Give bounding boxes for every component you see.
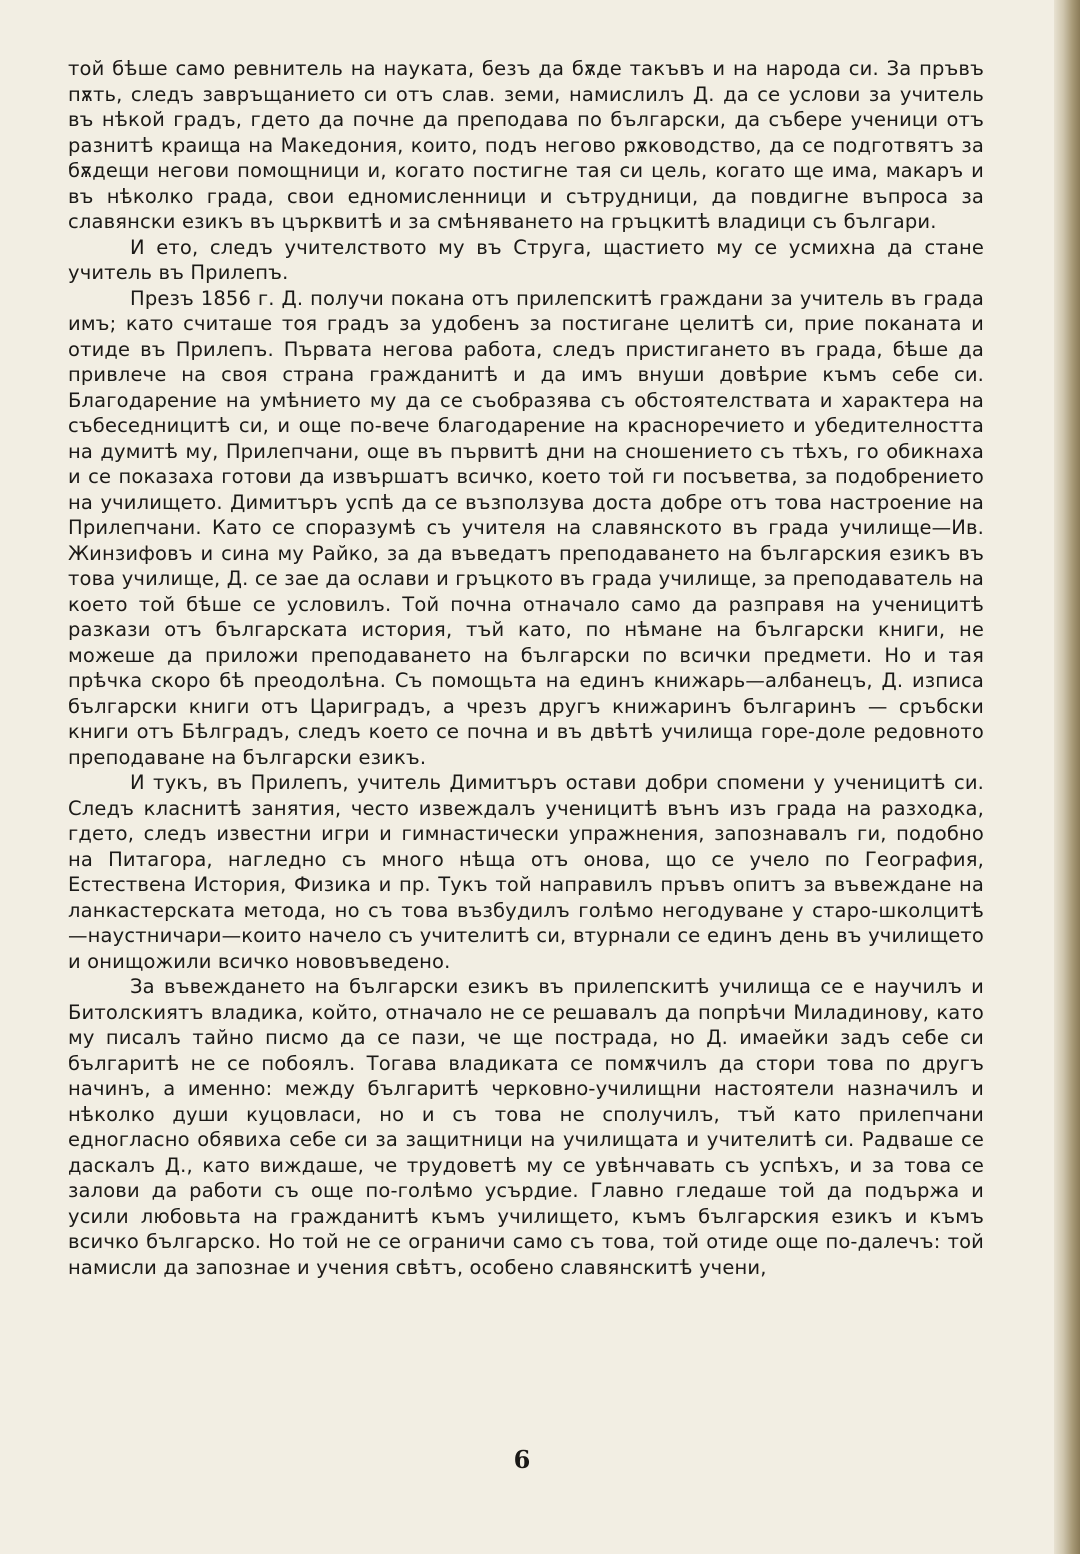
paragraph-3: Презъ 1856 г. Д. получи покана отъ прилепскитѣ граждани за учитель въ града имъ; като считаше тоя градъ за удобенъ за постигане целитѣ си, прие поканата и отиде въ Прилепъ. Първата негова работа, следъ пристигането въ града, бѣше да привлече на своя страна гражданитѣ и да имъ внуши довѣрие къмъ себе си. Благодарение на умѣнието му да се съобразява съ обстоятелствата и характера на събеседницитѣ си, и още по-вече благодарение на красноречието и убедителността на думитѣ му, Прилепчани, още въ първитѣ дни на сношението съ тѣхъ, го обикнаха и се показаха готови да извършатъ всичко, което той ги посъветва, за подобрението на училището. Димитъръ успѣ да се възползува доста добре отъ това настроение на Прилепчани. Като се споразумѣ съ учителя на славянското въ града училище—Ив. Жинзифовъ и сина му Райко, за да въведатъ преподаването на българския езикъ въ това училище, Д. се зае да ослави и гръцкото въ града училище, за преподаватель на което той бѣше се условилъ. Той почна отначало само да разправя на ученицитѣ разкази отъ българската история, тъй като, по нѣмане на български книги, не можеше да приложи преподаването на български по всички предмети. Но и тая прѣчка скоро бѣ преодолѣна. Съ помощьта на единъ книжарь—албанецъ, Д. изписа български книги отъ Цариградъ, а чрезъ другъ книжаринъ българинъ — сръбски книги отъ Бѣлградъ, следъ което се почна и въ двѣтѣ училища горе-доле редовното преподаване на български езикъ. [68, 286, 984, 769]
page-number: 6 [513, 1445, 531, 1474]
paragraph-2: И ето, следъ учителството му въ Струга, щастието му се усмихна да стане учитель въ Прилепъ. [68, 235, 984, 284]
paragraph-5: За въвеждането на български езикъ въ прилепскитѣ училища се е научилъ и Битолскиятъ владика, който, отначало не се решавалъ да попрѣчи Миладинову, като му писалъ тайно писмо да се пази, че ще пострада, но Д. имаейки задъ себе си българитѣ не се побоялъ. Тогава владиката се помѫчилъ да стори това по другъ начинъ, а именно: между българитѣ черковно-училищни настоятели назначилъ и нѣколко души куцовласи, но и съ това не сполучилъ, тъй като прилепчани едногласно обявиха себе си за защитници на училищата и учителитѣ си. Радваше се даскалъ Д., като виждаше, че трудоветѣ му се увѣнчавать съ успѣхъ, и за това се залови да работи съ още по-голѣмо усърдие. Главно гледаше той да подържа и усили любовьта на гражданитѣ къмъ училището, къмъ българския езикъ и къмъ всичко българско. Но той не се ограничи само съ това, той отиде още по-далечъ: той намисли да запознае и учения свѣтъ, особено славянскитѣ учени, [68, 975, 984, 1279]
book-spine-edge [1054, 0, 1080, 1554]
body-text [68, 56, 984, 1280]
paragraph-4: И тукъ, въ Прилепъ, учитель Димитъръ остави добри спомени у ученицитѣ си. Следъ класнитѣ занятия, често извеждалъ ученицитѣ вънъ изъ града на разходка, гдето, следъ известни игри и гимнастически упражнения, запознавалъ ги, подобно на Питагора, нагледно съ много нѣща отъ онова, що се учело по География, Естествена История, Физика и пр. Тукъ той направилъ пръвъ опитъ за въвеждане на ланкастерската метода, но съ това възбудилъ голѣмо негодуване у старо-школцитѣ —наустничари—които начело съ учителитѣ си, втурнали се единъ день въ училището и онищожили всичко нововъведено. [68, 771, 984, 973]
paragraph-1: той бѣше само ревнитель на науката, безъ да бѫде такъвъ и на народа си. За пръвъ пѫть, следъ завръщанието си отъ слав. земи, намислилъ Д. да се услови за учитель въ нѣкой градъ, гдето да почне да преподава по български, да събере ученици отъ разнитѣ краища на Македония, които, подъ негово рѫководство, да се подготвятъ за бѫдещи негови помощници и, когато постигне тая си цель, когато ще има, макаръ и въ нѣколко града, свои едномисленници и сътрудници, да повдигне въпроса за славянски езикъ въ църквитѣ и за смѣняването на гръцкитѣ владици съ българи. [68, 57, 984, 233]
